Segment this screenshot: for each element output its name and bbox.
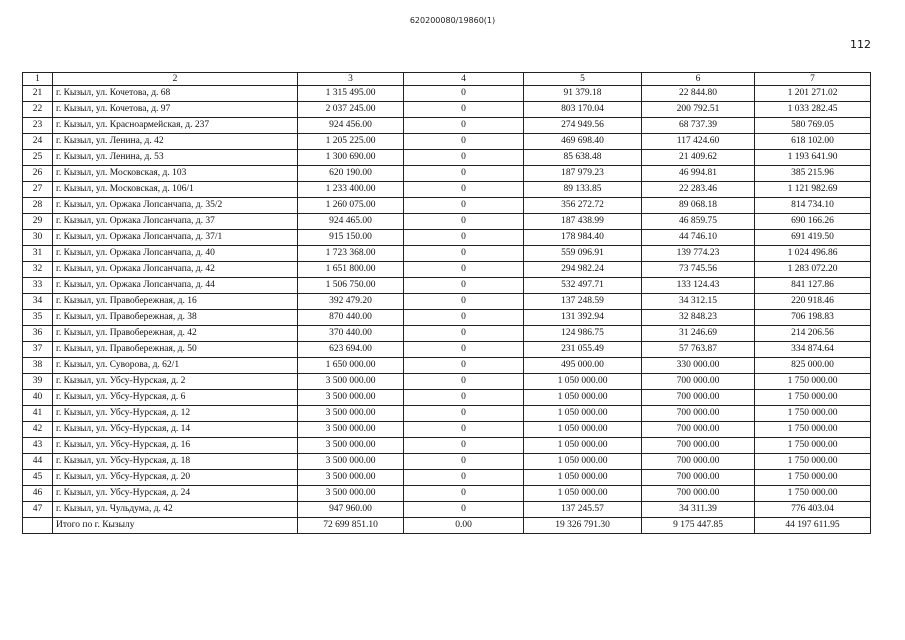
- row-number-cell: 33: [23, 278, 53, 294]
- value-cell: 618 102.00: [755, 134, 871, 150]
- column-header: 6: [642, 73, 755, 86]
- table-row: [23, 262, 871, 278]
- value-cell: 274 949.56: [524, 118, 642, 134]
- value-cell: 137 248.59: [524, 294, 642, 310]
- value-cell: 385 215.96: [755, 166, 871, 182]
- value-cell: 1 050 000.00: [524, 486, 642, 502]
- value-cell: 46 859.75: [642, 214, 755, 230]
- value-cell: 187 438.99: [524, 214, 642, 230]
- value-cell: 231 055.49: [524, 342, 642, 358]
- value-cell: 1 050 000.00: [524, 470, 642, 486]
- value-cell: 3 500 000.00: [298, 486, 404, 502]
- value-cell: 1 050 000.00: [524, 406, 642, 422]
- row-number-cell: 21: [23, 86, 53, 102]
- value-cell: 0: [404, 454, 524, 470]
- column-header: 2: [53, 73, 298, 86]
- value-cell: 0: [404, 262, 524, 278]
- value-cell: 91 379.18: [524, 86, 642, 102]
- value-cell: 690 166.26: [755, 214, 871, 230]
- value-cell: 68 737.39: [642, 118, 755, 134]
- address-cell: г. Кызыл, ул. Правобережная, д. 16: [53, 294, 298, 310]
- value-cell: 1 750 000.00: [755, 422, 871, 438]
- value-cell: 330 000.00: [642, 358, 755, 374]
- value-cell: 623 694.00: [298, 342, 404, 358]
- value-cell: 814 734.10: [755, 198, 871, 214]
- value-cell: 620 190.00: [298, 166, 404, 182]
- value-cell: 0: [404, 118, 524, 134]
- value-cell: 1 506 750.00: [298, 278, 404, 294]
- address-cell: г. Кызыл, ул. Оржака Лопсанчапа, д. 35/2: [53, 198, 298, 214]
- value-cell: 700 000.00: [642, 454, 755, 470]
- value-cell: 700 000.00: [642, 470, 755, 486]
- value-cell: 137 245.57: [524, 502, 642, 518]
- value-cell: 85 638.48: [524, 150, 642, 166]
- row-number-cell: 47: [23, 502, 53, 518]
- value-cell: 469 698.40: [524, 134, 642, 150]
- row-number-cell: 41: [23, 406, 53, 422]
- value-cell: 178 984.40: [524, 230, 642, 246]
- address-cell: г. Кызыл, ул. Красноармейская, д. 237: [53, 118, 298, 134]
- table-row: [23, 214, 871, 230]
- row-number-cell: 26: [23, 166, 53, 182]
- value-cell: 32 848.23: [642, 310, 755, 326]
- value-cell: 825 000.00: [755, 358, 871, 374]
- value-cell: 700 000.00: [642, 422, 755, 438]
- row-number-cell: 38: [23, 358, 53, 374]
- value-cell: 1 750 000.00: [755, 438, 871, 454]
- row-number-cell: 44: [23, 454, 53, 470]
- value-cell: 124 986.75: [524, 326, 642, 342]
- value-cell: 1 050 000.00: [524, 438, 642, 454]
- value-cell: 803 170.04: [524, 102, 642, 118]
- table-row: [23, 310, 871, 326]
- value-cell: 200 792.51: [642, 102, 755, 118]
- address-cell: г. Кызыл, ул. Убсу-Нурская, д. 14: [53, 422, 298, 438]
- value-cell: 924 456.00: [298, 118, 404, 134]
- table-row: [23, 198, 871, 214]
- table-row: [23, 230, 871, 246]
- value-cell: 1 315 495.00: [298, 86, 404, 102]
- value-cell: 1 233 400.00: [298, 182, 404, 198]
- value-cell: 22 283.46: [642, 182, 755, 198]
- row-number-cell: 27: [23, 182, 53, 198]
- row-number-cell: [23, 518, 53, 534]
- value-cell: 706 198.83: [755, 310, 871, 326]
- table-body: [23, 86, 871, 534]
- value-cell: 1 121 982.69: [755, 182, 871, 198]
- table-row: [23, 438, 871, 454]
- value-cell: 1 750 000.00: [755, 486, 871, 502]
- address-cell: г. Кызыл, ул. Ленина, д. 42: [53, 134, 298, 150]
- value-cell: 0: [404, 182, 524, 198]
- value-cell: 776 403.04: [755, 502, 871, 518]
- value-cell: 22 844.80: [642, 86, 755, 102]
- value-cell: 117 424.60: [642, 134, 755, 150]
- table-row: [23, 102, 871, 118]
- value-cell: 1 300 690.00: [298, 150, 404, 166]
- value-cell: 214 206.56: [755, 326, 871, 342]
- value-cell: 19 326 791.30: [524, 518, 642, 534]
- value-cell: 2 037 245.00: [298, 102, 404, 118]
- value-cell: 1 193 641.90: [755, 150, 871, 166]
- table-row: [23, 358, 871, 374]
- value-cell: 580 769.05: [755, 118, 871, 134]
- column-header: 4: [404, 73, 524, 86]
- value-cell: 1 033 282.45: [755, 102, 871, 118]
- row-number-cell: 22: [23, 102, 53, 118]
- value-cell: 139 774.23: [642, 246, 755, 262]
- address-cell: г. Кызыл, ул. Оржака Лопсанчапа, д. 40: [53, 246, 298, 262]
- row-number-cell: 45: [23, 470, 53, 486]
- value-cell: 0: [404, 102, 524, 118]
- value-cell: 46 994.81: [642, 166, 755, 182]
- value-cell: 0: [404, 342, 524, 358]
- data-table: [22, 72, 871, 534]
- table-row: [23, 454, 871, 470]
- page-number: 112: [850, 38, 871, 51]
- address-cell: г. Кызыл, ул. Оржака Лопсанчапа, д. 44: [53, 278, 298, 294]
- table-header: [23, 73, 871, 86]
- value-cell: 294 982.24: [524, 262, 642, 278]
- table-row: [23, 86, 871, 102]
- value-cell: 0: [404, 166, 524, 182]
- value-cell: 392 479.20: [298, 294, 404, 310]
- value-cell: 3 500 000.00: [298, 374, 404, 390]
- table-row: [23, 502, 871, 518]
- table-row: [23, 294, 871, 310]
- value-cell: 131 392.94: [524, 310, 642, 326]
- value-cell: 870 440.00: [298, 310, 404, 326]
- row-number-cell: 37: [23, 342, 53, 358]
- value-cell: 0: [404, 358, 524, 374]
- value-cell: 1 750 000.00: [755, 454, 871, 470]
- row-number-cell: 40: [23, 390, 53, 406]
- value-cell: 0: [404, 310, 524, 326]
- address-cell: г. Кызыл, ул. Правобережная, д. 50: [53, 342, 298, 358]
- value-cell: 3 500 000.00: [298, 454, 404, 470]
- value-cell: 700 000.00: [642, 390, 755, 406]
- address-cell: г. Кызыл, ул. Убсу-Нурская, д. 18: [53, 454, 298, 470]
- address-cell: г. Кызыл, ул. Ленина, д. 53: [53, 150, 298, 166]
- value-cell: 0: [404, 214, 524, 230]
- value-cell: 0: [404, 278, 524, 294]
- row-number-cell: 25: [23, 150, 53, 166]
- value-cell: 700 000.00: [642, 374, 755, 390]
- address-cell: г. Кызыл, ул. Московская, д. 103: [53, 166, 298, 182]
- address-cell: г. Кызыл, ул. Убсу-Нурская, д. 20: [53, 470, 298, 486]
- value-cell: 0.00: [404, 518, 524, 534]
- value-cell: 1 050 000.00: [524, 390, 642, 406]
- value-cell: 700 000.00: [642, 486, 755, 502]
- value-cell: 1 750 000.00: [755, 374, 871, 390]
- value-cell: 73 745.56: [642, 262, 755, 278]
- value-cell: 0: [404, 86, 524, 102]
- value-cell: 691 419.50: [755, 230, 871, 246]
- table-row: [23, 278, 871, 294]
- value-cell: 947 960.00: [298, 502, 404, 518]
- value-cell: 495 000.00: [524, 358, 642, 374]
- column-header: 1: [23, 73, 53, 86]
- value-cell: 1 750 000.00: [755, 470, 871, 486]
- table-row: [23, 246, 871, 262]
- value-cell: 3 500 000.00: [298, 470, 404, 486]
- row-number-cell: 31: [23, 246, 53, 262]
- column-header: 7: [755, 73, 871, 86]
- row-number-cell: 28: [23, 198, 53, 214]
- address-cell: г. Кызыл, ул. Кочетова, д. 68: [53, 86, 298, 102]
- address-cell: г. Кызыл, ул. Суворова, д. 62/1: [53, 358, 298, 374]
- value-cell: 1 750 000.00: [755, 406, 871, 422]
- value-cell: 559 096.91: [524, 246, 642, 262]
- header-row: [23, 73, 871, 86]
- table-row: [23, 166, 871, 182]
- row-number-cell: 43: [23, 438, 53, 454]
- value-cell: 0: [404, 422, 524, 438]
- value-cell: 0: [404, 502, 524, 518]
- value-cell: 1 050 000.00: [524, 454, 642, 470]
- table-row: [23, 486, 871, 502]
- total-row: [23, 518, 871, 534]
- value-cell: 0: [404, 198, 524, 214]
- address-cell: г. Кызыл, ул. Убсу-Нурская, д. 16: [53, 438, 298, 454]
- value-cell: 0: [404, 230, 524, 246]
- address-cell: г. Кызыл, ул. Правобережная, д. 38: [53, 310, 298, 326]
- value-cell: 21 409.62: [642, 150, 755, 166]
- row-number-cell: 35: [23, 310, 53, 326]
- address-cell: г. Кызыл, ул. Оржака Лопсанчапа, д. 37/1: [53, 230, 298, 246]
- table-row: [23, 406, 871, 422]
- value-cell: 841 127.86: [755, 278, 871, 294]
- value-cell: 34 311.39: [642, 502, 755, 518]
- address-cell: г. Кызыл, ул. Оржака Лопсанчапа, д. 37: [53, 214, 298, 230]
- value-cell: 34 312.15: [642, 294, 755, 310]
- row-number-cell: 46: [23, 486, 53, 502]
- value-cell: 1 201 271.02: [755, 86, 871, 102]
- address-cell: г. Кызыл, ул. Убсу-Нурская, д. 2: [53, 374, 298, 390]
- table-row: [23, 182, 871, 198]
- address-cell: г. Кызыл, ул. Московская, д. 106/1: [53, 182, 298, 198]
- address-cell: г. Кызыл, ул. Убсу-Нурская, д. 24: [53, 486, 298, 502]
- table-row: [23, 342, 871, 358]
- value-cell: 1 750 000.00: [755, 390, 871, 406]
- value-cell: 1 283 072.20: [755, 262, 871, 278]
- value-cell: 1 260 075.00: [298, 198, 404, 214]
- value-cell: 1 050 000.00: [524, 422, 642, 438]
- row-number-cell: 39: [23, 374, 53, 390]
- table-row: [23, 470, 871, 486]
- row-number-cell: 30: [23, 230, 53, 246]
- address-cell: г. Кызыл, ул. Убсу-Нурская, д. 6: [53, 390, 298, 406]
- value-cell: 3 500 000.00: [298, 390, 404, 406]
- table-row: [23, 422, 871, 438]
- value-cell: 370 440.00: [298, 326, 404, 342]
- address-cell: г. Кызыл, ул. Оржака Лопсанчапа, д. 42: [53, 262, 298, 278]
- value-cell: 44 746.10: [642, 230, 755, 246]
- value-cell: 0: [404, 246, 524, 262]
- value-cell: 9 175 447.85: [642, 518, 755, 534]
- value-cell: 0: [404, 294, 524, 310]
- table-row: [23, 326, 871, 342]
- value-cell: 220 918.46: [755, 294, 871, 310]
- row-number-cell: 29: [23, 214, 53, 230]
- value-cell: 3 500 000.00: [298, 422, 404, 438]
- row-number-cell: 42: [23, 422, 53, 438]
- value-cell: 3 500 000.00: [298, 406, 404, 422]
- value-cell: 31 246.69: [642, 326, 755, 342]
- value-cell: 700 000.00: [642, 438, 755, 454]
- value-cell: 532 497.71: [524, 278, 642, 294]
- value-cell: 89 133.85: [524, 182, 642, 198]
- value-cell: 334 874.64: [755, 342, 871, 358]
- value-cell: 44 197 611.95: [755, 518, 871, 534]
- value-cell: 0: [404, 406, 524, 422]
- value-cell: 187 979.23: [524, 166, 642, 182]
- value-cell: 1 024 496.86: [755, 246, 871, 262]
- address-cell: г. Кызыл, ул. Чульдума, д. 42: [53, 502, 298, 518]
- document-code: 620200080/19860(1): [409, 16, 496, 25]
- value-cell: 0: [404, 150, 524, 166]
- table-row: [23, 390, 871, 406]
- value-cell: 1 050 000.00: [524, 374, 642, 390]
- address-cell: г. Кызыл, ул. Кочетова, д. 97: [53, 102, 298, 118]
- value-cell: 700 000.00: [642, 406, 755, 422]
- value-cell: 0: [404, 326, 524, 342]
- value-cell: 3 500 000.00: [298, 438, 404, 454]
- row-number-cell: 36: [23, 326, 53, 342]
- total-label-cell: Итого по г. Кызылу: [53, 518, 298, 534]
- value-cell: 0: [404, 134, 524, 150]
- value-cell: 924 465.00: [298, 214, 404, 230]
- row-number-cell: 24: [23, 134, 53, 150]
- value-cell: 0: [404, 374, 524, 390]
- value-cell: 0: [404, 470, 524, 486]
- value-cell: 133 124.43: [642, 278, 755, 294]
- value-cell: 0: [404, 390, 524, 406]
- value-cell: 72 699 851.10: [298, 518, 404, 534]
- value-cell: 0: [404, 486, 524, 502]
- table-row: [23, 118, 871, 134]
- value-cell: 57 763.87: [642, 342, 755, 358]
- value-cell: 89 068.18: [642, 198, 755, 214]
- row-number-cell: 23: [23, 118, 53, 134]
- table-row: [23, 134, 871, 150]
- value-cell: 1 650 000.00: [298, 358, 404, 374]
- table-row: [23, 150, 871, 166]
- value-cell: 1 651 800.00: [298, 262, 404, 278]
- value-cell: 1 205 225.00: [298, 134, 404, 150]
- table-row: [23, 374, 871, 390]
- column-header: 3: [298, 73, 404, 86]
- row-number-cell: 32: [23, 262, 53, 278]
- address-cell: г. Кызыл, ул. Правобережная, д. 42: [53, 326, 298, 342]
- value-cell: 915 150.00: [298, 230, 404, 246]
- value-cell: 0: [404, 438, 524, 454]
- row-number-cell: 34: [23, 294, 53, 310]
- value-cell: 1 723 368.00: [298, 246, 404, 262]
- column-header: 5: [524, 73, 642, 86]
- address-cell: г. Кызыл, ул. Убсу-Нурская, д. 12: [53, 406, 298, 422]
- value-cell: 356 272.72: [524, 198, 642, 214]
